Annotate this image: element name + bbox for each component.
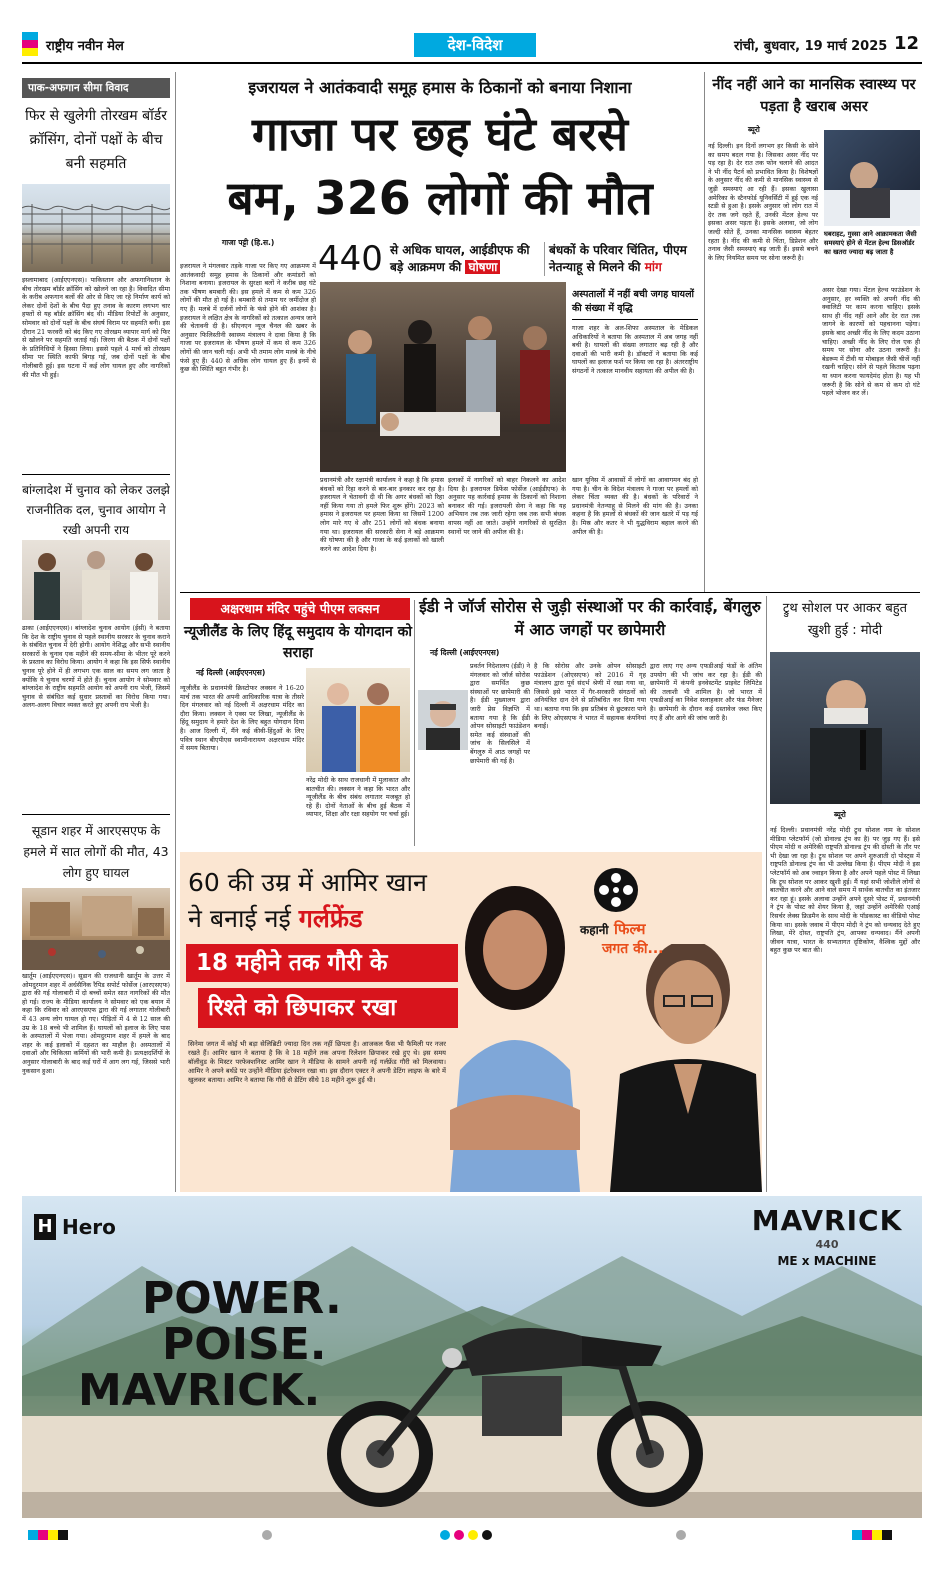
film-reel-graphic <box>592 866 640 914</box>
photo-caption: घबराहट, गुस्सा आने आक्रामकता जैसी समस्याएं होने से मेंटल हेल्थ डिसऑर्डर का खतरा ज्यादा बढ़ जाता है <box>824 230 917 256</box>
portrait-graphic <box>418 690 468 750</box>
main-headline-line2: बम, 326 लोगों की मौत <box>227 171 653 225</box>
movie-banner2: रिश्ते को छिपाकर रखा <box>198 988 458 1028</box>
movie-headline-highlight: गर्लफ्रेंड <box>298 904 363 933</box>
bangladesh-officials-photo <box>22 540 170 620</box>
movie-headline-text: ने बनाई नई <box>188 904 291 933</box>
leaders-graphic <box>306 668 410 772</box>
slogan-line3: MAVRICK. <box>78 1365 321 1416</box>
ed-headline: ईडी ने जॉर्ज सोरोस से जुड़ी संस्थाओं पर की कार्रवाई, बेंगलुरु में आठ जगहों पर छापेमारी <box>419 598 761 639</box>
ed-body-col2: है कि सोरोस और उनके ओपन सोसाइटी फाउंडेशन (ओएसएफ) को 2016 में गृह मंत्रालय द्वारा पूर्व संदर्भ श्रेणी में रखा गया था, जिससे इसे भारत में गैर-सरकारी संगठनों को अनियंत्रित दान देने से प्रतिबंधित कर दिया गया था। बताया गया कि इस प्रतिबंध से छुटकारा पाने के लिए ओएसएफ ने भारत में सहायक कंपनियां बनाईं। <box>534 662 646 731</box>
column-separator <box>766 596 767 1192</box>
gaza-wounded-photo <box>320 282 566 472</box>
ed-body-col1: प्रवर्तन निदेशालय (ईडी) ने मंगलवार को जॉर्ज सोरोस द्वारा समर्थित कुछ संस्थाओं पर छापेमारी की है। ईडी मुख्यालय द्वारा जारी प्रेस विज्ञप्ति में बताया गया है कि ईडी ओपन सोसाइटी फाउंडेशन समेत कई संस्थाओं की जांच के सिलसिले में बेंगलुरु में आठ जगहों पर छापेमारी की गई है। <box>470 662 530 765</box>
ad-slogan <box>78 1273 342 1416</box>
story-headline: सूडान शहर में आरएसएफ के हमले में सात लोगों की मौत, 43 लोग हुए घायल <box>23 823 169 880</box>
main-headline-line1: गाजा पर छह घंटे बरसे <box>251 107 629 161</box>
logo-word1: कहानी <box>580 923 609 937</box>
mavrick-badge <box>742 1204 912 1284</box>
modi-headline: ट्रुथ सोशल पर आकर बहुत खुशी हुई : मोदी <box>782 601 908 638</box>
movie-body: सिनेमा जगत में कोई भी बड़ा सेलिब्रिटी ज्यादा दिन तक नहीं छिपता है। आजकल फैंस भी फैमिली पर नजर रखते हैं। आमिर खान ने बताया है कि वे 18 महीने तक अपना रिलेशन छिपाकर रखे हुए थे। इस समय बॉलीवुड के मिस्टर परफेक्शनिस्ट आमिर खान ने मीडिया के सामने अपनी नई गर्लफ्रेंड गौरी को मिलवाया। आमिर ने अपने बर्थडे पर उन्होंने मीडिया इंटरेक्शन रखा था। इस दौरान एक्टर ने अपनी डेटिंग लाइफ के बारे में खुलकर बताया। आमिर ने बताया कि गौरी से डेटिंग सीधे 18 महीने शुरू हुई थी। <box>188 1040 446 1084</box>
right-body: नई दिल्ली। इन दिनों लगभग हर किसी के सोने का समय बदल गया है। जिसका असर नींद पर पड़ रहा है। देर रात तक फोन चलाने की आदत ने भी नींद पैटर्न को प्रभावित किया है। विशेषज्ञों के अनुसार नींद की कमी से मानसिक स्वास्थ्य से जुड़ी समस्याएं आ रही हैं। इसका खुलासा अमेरिका के स्टैनफोर्ड यूनिवर्सिटी में हुई एक नई स्टडी से हुआ है। इसके अनुसार जो लोग रात में देर तक जगे रहते हैं, उनकी मेंटल हेल्थ पर इसका असर पड़ता है। इसके अलावा, जो लोग जल्दी सोते हैं, उनका मानसिक स्वास्थ्य बेहतर रहता है। नींद की कमी से चिंता, डिप्रेशन और तनाव जैसी समस्याएं बढ़ जाती हैं। इससे बचने के लिए नियमित समय पर सोना जरूरी है। <box>708 142 818 262</box>
stat-text-main: से अधिक घायल, आईडीएफ की बड़े आक्रमण की <box>390 243 530 274</box>
film-reel-icon <box>592 866 640 914</box>
crowd-graphic <box>320 282 566 472</box>
stat-highlight: घोषणा <box>465 260 500 274</box>
mavrick-tagline: ME x MACHINE <box>777 1254 877 1268</box>
man-graphic <box>590 944 762 1192</box>
aamir-khan-photo <box>590 944 762 1192</box>
registration-dot <box>676 1530 686 1540</box>
movie-banner1: 18 महीने तक गौरी के <box>186 944 458 982</box>
color-registration-center <box>440 1530 492 1540</box>
akshardham-body2: नरेंद्र मोदी के साथ राजधानी में मुलाकात और बातचीत की। लक्सन ने कहा कि भारत और न्यूजीलैंड के बीच संबंध लगातार मजबूत हो रहे हैं। दोनों नेताओं के बीच हुई बैठक में व्यापार, शिक्षा और रक्षा सहयोग पर चर्चा हुई। <box>306 776 410 819</box>
story-body: इस्लामाबाद (आईएएनएस)। पाकिस्तान और अफगानिस्तान के बीच तोरखम बॉर्डर क्रॉसिंग को खोलने जा रहा है। विवादित सीमा के करीब अफगान बलों की ओर से किए जा रहे निर्माण कार्य को लेकर दोनों देशों के बीच पैदा हुए तनाव के कारण लगभग चार हफ्तों से यह बॉर्डर क्रॉसिंग बंद थी। मीडिया रिपोर्टों के अनुसार, सोमवार को दोनों पक्षों के बीच संघर्ष विराम पर सहमति बनी। इस दौरान 21 फरवरी को बंद किए गए तोरखम व्यापार मार्ग को फिर से खोलने पर सहमति जताई गई। जिरगा की बैठक में दोनों पक्षों के प्रतिनिधियों ने हिस्सा लिया। इससे पहले 4 मार्च को तोरखम सीमा पर स्थिति काफी बिगड़ गई, जब दोनों पक्षों के बीच गोलीबारी हुई। इस घटना में कई लोग घायल हुए और नागरिकों की मौत भी हुई। <box>22 276 170 379</box>
fence-graphic <box>22 184 170 272</box>
movie-headline-line1: 60 की उम्र में आमिर खान <box>188 868 427 897</box>
rubble-graphic <box>22 888 170 970</box>
sleepless-person-photo <box>824 130 920 226</box>
slogan-line2: POISE. <box>162 1319 327 1370</box>
logo-word2: फिल्म <box>614 920 646 938</box>
person-graphic <box>824 130 920 226</box>
byline: ब्यूरो <box>834 810 846 819</box>
side-headline: अस्पतालों में नहीं बची जगह घायलों की संख्या में वृद्धि <box>572 288 698 320</box>
film-logo-text <box>580 920 680 958</box>
right-headline: नींद नहीं आने का मानसिक स्वास्थ्य पर पड़ता है खराब असर <box>712 77 916 115</box>
people-graphic <box>22 540 170 620</box>
george-soros-photo <box>418 690 468 750</box>
slogan-line1: POWER. <box>142 1273 342 1324</box>
temple-visit-photo <box>306 668 410 772</box>
section-label: देश-विदेश <box>414 33 536 57</box>
sudan-city-photo <box>22 888 170 970</box>
divider <box>22 814 170 815</box>
masthead <box>22 30 922 60</box>
story-body: ढाका (आईएएनएस)। बांग्लादेश चुनाव आयोग (ईसी) ने बताया कि देश के राष्ट्रीय चुनाव से पहले स्थानीय सरकार के चुनाव कराने के संबंधित चुनाव में देरी होगी। आयोग नेशिद्ध और सभी स्थानीय सरकारों के चुनाव एक महीने की समय-सीमा के भीतर पूरे करने के प्रस्ताव का विरोध किया। आयोग ने कहा कि इस सिर्फ स्थानीय चुनाव पूरे होने में ही लगभग एक साल का समय लग जाता है क्योंकि ये चुनाव चरणों में होते हैं। चुनाव आयोग ने सोमवार को बांग्लादेश के राष्ट्रीय सहमति आयोग को अपनी राय भेजी, जिसमें चुनाव से संबंधित कई सुधार प्रस्तावों का विरोध किया गया। अलग-अलग विचार व्यक्त करते हुए अपनी राय भेजी है। <box>22 624 170 710</box>
registration-dot <box>262 1530 272 1540</box>
stat-text-main: बंधकों के परिवार चिंतित, पीएम नेतन्याहू से मिलने की <box>549 243 687 274</box>
column-separator <box>414 600 415 846</box>
stat-highlight: मांग <box>644 260 662 274</box>
story-body: खार्तूम (आईएएनएस)। सूडान की राजधानी खार्तूम के उत्तर में ओमदुरमान शहर में अर्धसैनिक रैपिड सपोर्ट फोर्सेज (आरएसएफ) द्वारा की गई गोलाबारी में दो बच्चों समेत सात नागरिकों की मौत हो गई। राज्य के मीडिया कार्यालय ने सोमवार को एक बयान में कहा कि रविवार को आरएसएफ द्वारा की गई लगातार गोलीबारी में 43 अन्य लोग घायल हो गए। पीड़ितों में 4 से 12 साल की उम्र के 18 बच्चे भी शामिल हैं। घायलों को इलाज के लिए पास के अस्पतालों में भेजा गया। ओमदुरमान शहर में हमले के बाद शहर के कई इलाकों में दहशत का माहौल है। अस्पतालों में दवाओं और चिकित्सा कर्मियों की भारी कमी है। प्रत्यक्षदर्शियों के अनुसार गोलाबारी के बाद कई घरों में आग लग गई, जिससे भारी नुकसान हुआ। <box>22 972 170 1075</box>
movie-feature-box <box>180 852 762 1192</box>
pm-modi-photo <box>770 652 920 804</box>
modi-graphic <box>770 652 920 804</box>
hero-brand: Hero <box>62 1215 116 1239</box>
main-body-col3: इलाकों में नागरिकों को बाहर निकलने का आदेश दिया है। इजरायल डिफेंस फोर्सेज (आईडीएफ) के अनुसार यह कार्रवाई हमास के ठिकानों को निशाना बनाकर की गई। इजरायली सेना ने कहा कि यह अभियान तब तक जारी रहेगा जब तक सभी बंधक वापस नहीं आ जाते। उन्होंने नागरिकों से सुरक्षित स्थानों पर जाने की अपील की है। <box>448 476 566 536</box>
divider <box>22 474 170 475</box>
page-number: 12 <box>894 33 920 54</box>
right-body2: असर देखा गया। मेंटल हेल्थ फाउंडेशन के अनुसार, हर व्यक्ति को अपनी नींद की क्वालिटी पर काम करना चाहिए। इसके साथ ही नींद नहीं आने और देर रात तक जागने के कारणों को पहचानना पड़ेगा। इसके बाद अच्छी नींद के लिए कदम उठाना चाहिए। अच्छी नींद के लिए रोज एक ही समय पर सोना और उठना जरूरी है। बेडरूम में टीवी या मोबाइल जैसी चीजें नहीं रखनी चाहिए। सोने से पहले किताब पढ़ना या ध्यान करना फायदेमंद होता है। यह भी जरूरी है कि सोने से कम से कम दो घंटे पहले भोजन कर लें। <box>822 286 920 398</box>
hero-h-icon: H <box>34 1214 56 1240</box>
left-column <box>22 72 170 852</box>
byline: नई दिल्ली (आईएएनएस) <box>196 668 266 677</box>
stat-text <box>544 242 694 276</box>
modi-body: नई दिल्ली। प्रधानमंत्री नरेंद्र मोदी ट्रुथ सोशल नाम के सोशल मीडिया प्लेटफॉर्म (जो डोनाल्ड ट्रंप का है) पर जुड़ गए हैं। इसे पीएम मोदी व अमेरिकी राष्ट्रपति डोनाल्ड ट्रंप की दोस्ती के तौर पर भी देखा जा रहा है। ट्रुथ सोशल पर अपने शुरुआती दो पोस्ट्स में राष्ट्रपति डोनाल्ड ट्रंप का भी उल्लेख किया है। पीएम मोदी ने इस प्लेटफॉर्म को अब ज्वाइन किया है और अपने पहले पोस्ट में लिखा कि ट्रुथ सोशल पर आकर खुशी हुई। मैं यहां सभी जोशीले लोगों से बातचीत करने और आने वाले समय में सार्थक बातचीत का इंतजार कर रहा हूं। इसके अलावा उन्होंने अपने दूसरे पोस्ट में, प्रधानमंत्री ने ट्रंप के पोस्ट को शेयर किया है, जहां उन्होंने अमेरिकी एआई रिसर्चर लेक्स फ्रिडमैन के साथ मोदी के पॉडकास्ट का वीडियो पोस्ट किया था। इसके जवाब में पीएम मोदी ने ट्रंप को धन्यवाद देते हुए लिखा, मेरे दोस्त, राष्ट्रपति ट्रंप, आपका धन्यवाद। मैंने अपनी जीवन यात्रा, भारत के सभ्यतागत दृष्टिकोण, वैश्विक मुद्दों और बहुत कुछ पर बात की। <box>770 826 920 955</box>
hero-logo[interactable] <box>34 1210 116 1244</box>
main-kicker: इजरायल ने आतंकवादी समूह हमास के ठिकानों को बनाया निशाना <box>248 78 632 97</box>
akshardham-tag: अक्षरधाम मंदिर पहुंचे पीएम लक्सन <box>190 598 410 620</box>
mavrick-model: MAVRICK <box>751 1204 903 1237</box>
section-tag: पाक-अफगान सीमा विवाद <box>22 78 170 98</box>
masthead-color-bar <box>22 32 38 56</box>
section-rule <box>180 592 920 593</box>
mavrick-model-sub: 440 <box>815 1238 839 1251</box>
column-separator <box>704 72 705 592</box>
main-body-col2: प्रधानमंत्री और रक्षामंत्री कार्यालय ने कहा है कि हमास बंधकों को रिहा करने से बार-बार इनकार कर रहा है। इजरायल ने चेतावनी दी थी कि अगर बंधकों को रिहा नहीं किया गया तो हमले फिर शुरू होंगे। 2023 को हमास ने इजरायल पर हमला किया था जिसमें 1200 लोग मारे गए थे और 251 लोगों को बंधक बनाया गया था। इजरायल की सरकारी सेना ने बड़े आक्रमण की घोषणा की है और गाजा के कई इलाकों को खाली करने का आदेश दिया है। <box>320 476 444 553</box>
main-body-col1: इजरायल ने मंगलवार तड़के गाजा पर किए गए आक्रमण में आतंकवादी समूह हमास के ठिकानों और कमांडरों को निशाना बनाया। इजरायल के सुरक्षा बलों ने करीब छह घंटे तक भीषण बमबारी की। इस हमले में कम से कम 326 लोगों की मौत हो गई है। बमबारी से तमाम घर जमींदोज हो गए हैं। मलबे में दर्जनों लोगों के फंसे होने की आशंका है। इजरायल ने लक्षित क्षेत्र के नागरिकों को तत्काल अन्यत्र जाने की चेतावनी दी है। सीएनएन न्यूज चैनल की खबर के अनुसार फिलिस्तीनी स्वास्थ्य मंत्रालय ने दावा किया है कि गाजा पर इजरायल के भीषण हमले में कम से कम 326 लोगों की जान चली गई। अभी भी तमाम लोग मलबे के नीचे फंसे हुए हैं। 440 से अधिक लोग घायल हुए हैं। इनमें से कुछ की स्थिति बहुत गंभीर है। <box>180 262 316 374</box>
woman-graphic <box>430 870 600 1192</box>
ed-body-col3: द्वारा लाए गए अन्य एफडीआई फंडों के अंतिम उपयोग की भी जांच कर रहा है। ईडी की छापेमारी में कंपनी इनवेस्टमेंट प्राइवेट लिमिटेड की तलाशी भी शामिल है। जो भारत में एफडीआई का निवेश सलाहकार और फंड मैनेजर है। छापेमारी के दौरान कई दस्तावेज जब्त किए गए हैं और आगे की जांच जारी है। <box>650 662 762 722</box>
masthead-rule <box>22 62 922 64</box>
column-separator <box>175 72 176 1192</box>
byline: ब्यूरो <box>748 125 760 134</box>
byline: गाजा पट्टी (हि.स.) <box>222 238 275 247</box>
side-body: गाजा शहर के अल-शिफा अस्पताल के मेडिकल अधिकारियों ने बताया कि अस्पताल में अब जगह नहीं बची है। घायलों की संख्या लगातार बढ़ रही है और दवाओं की भारी कमी है। डॉक्टरों ने बताया कि कई घायलों का इलाज फर्श पर किया जा रहा है। अंतरराष्ट्रीय संगठनों ने तत्काल मानवीय सहायता की अपील की है। <box>572 324 698 375</box>
story-headline: बांग्लादेश में चुनाव को लेकर उलझे राजनीतिक दल, चुनाव आयोग ने रखी अपनी राय <box>22 483 170 537</box>
stat-number: 440 <box>318 239 383 279</box>
gauri-photo <box>430 870 600 1192</box>
dateline: रांची, बुधवार, 19 मार्च 2025 <box>734 39 888 54</box>
paper-name: राष्ट्रीय नवीन मेल <box>46 39 124 54</box>
stat-text <box>390 242 538 276</box>
color-registration-right <box>852 1530 892 1540</box>
border-fence-photo <box>22 184 170 272</box>
hero-advertisement[interactable] <box>22 1196 922 1518</box>
akshardham-body: न्यूजीलैंड के प्रधानमंत्री क्रिस्टोफर लक्सन ने 16-20 मार्च तक भारत की अपनी आधिकारिक यात्रा के तीसरे दिन मंगलवार को नई दिल्ली में अक्षरधाम मंदिर का दौरा किया। लक्सन ने एक्स पर लिखा, न्यूजीलैंड के हिंदू समुदाय ने हमारे देश के लिए बहुत योगदान दिया है। आज दिल्ली में, मैंने कई कीवी-हिंदुओं के लिए पवित्र स्थान बीएपीएस स्वामीनारायण अक्षरधाम मंदिर में समय बिताया। <box>180 684 304 753</box>
byline: नई दिल्ली (आईएएनएस) <box>430 648 500 657</box>
main-body-col4: खान यूनिस में आवासों में लोगों का आवागमन बंद हो गया है। चीन के विदेश मंत्रालय ने गाजा पर हमलों को लेकर चिंता व्यक्त की है। बंधकों के परिवारों ने प्रधानमंत्री नेतन्याहू से मिलने की मांग की है। उनका कहना है कि हमलों से बंधकों की जान खतरे में पड़ गई है। मिस्र और कतर ने भी युद्धविराम बहाल करने की अपील की है। <box>572 476 698 536</box>
color-registration-left <box>28 1530 68 1540</box>
akshardham-headline: न्यूजीलैंड के लिए हिंदू समुदाय के योगदान को सराहा <box>183 624 413 661</box>
story-headline: फिर से खुलेगी तोरखम बॉर्डर क्रॉसिंग, दोनों पक्षों के बीच बनी सहमति <box>25 108 167 172</box>
logo-word3: जगत की... <box>602 941 664 957</box>
